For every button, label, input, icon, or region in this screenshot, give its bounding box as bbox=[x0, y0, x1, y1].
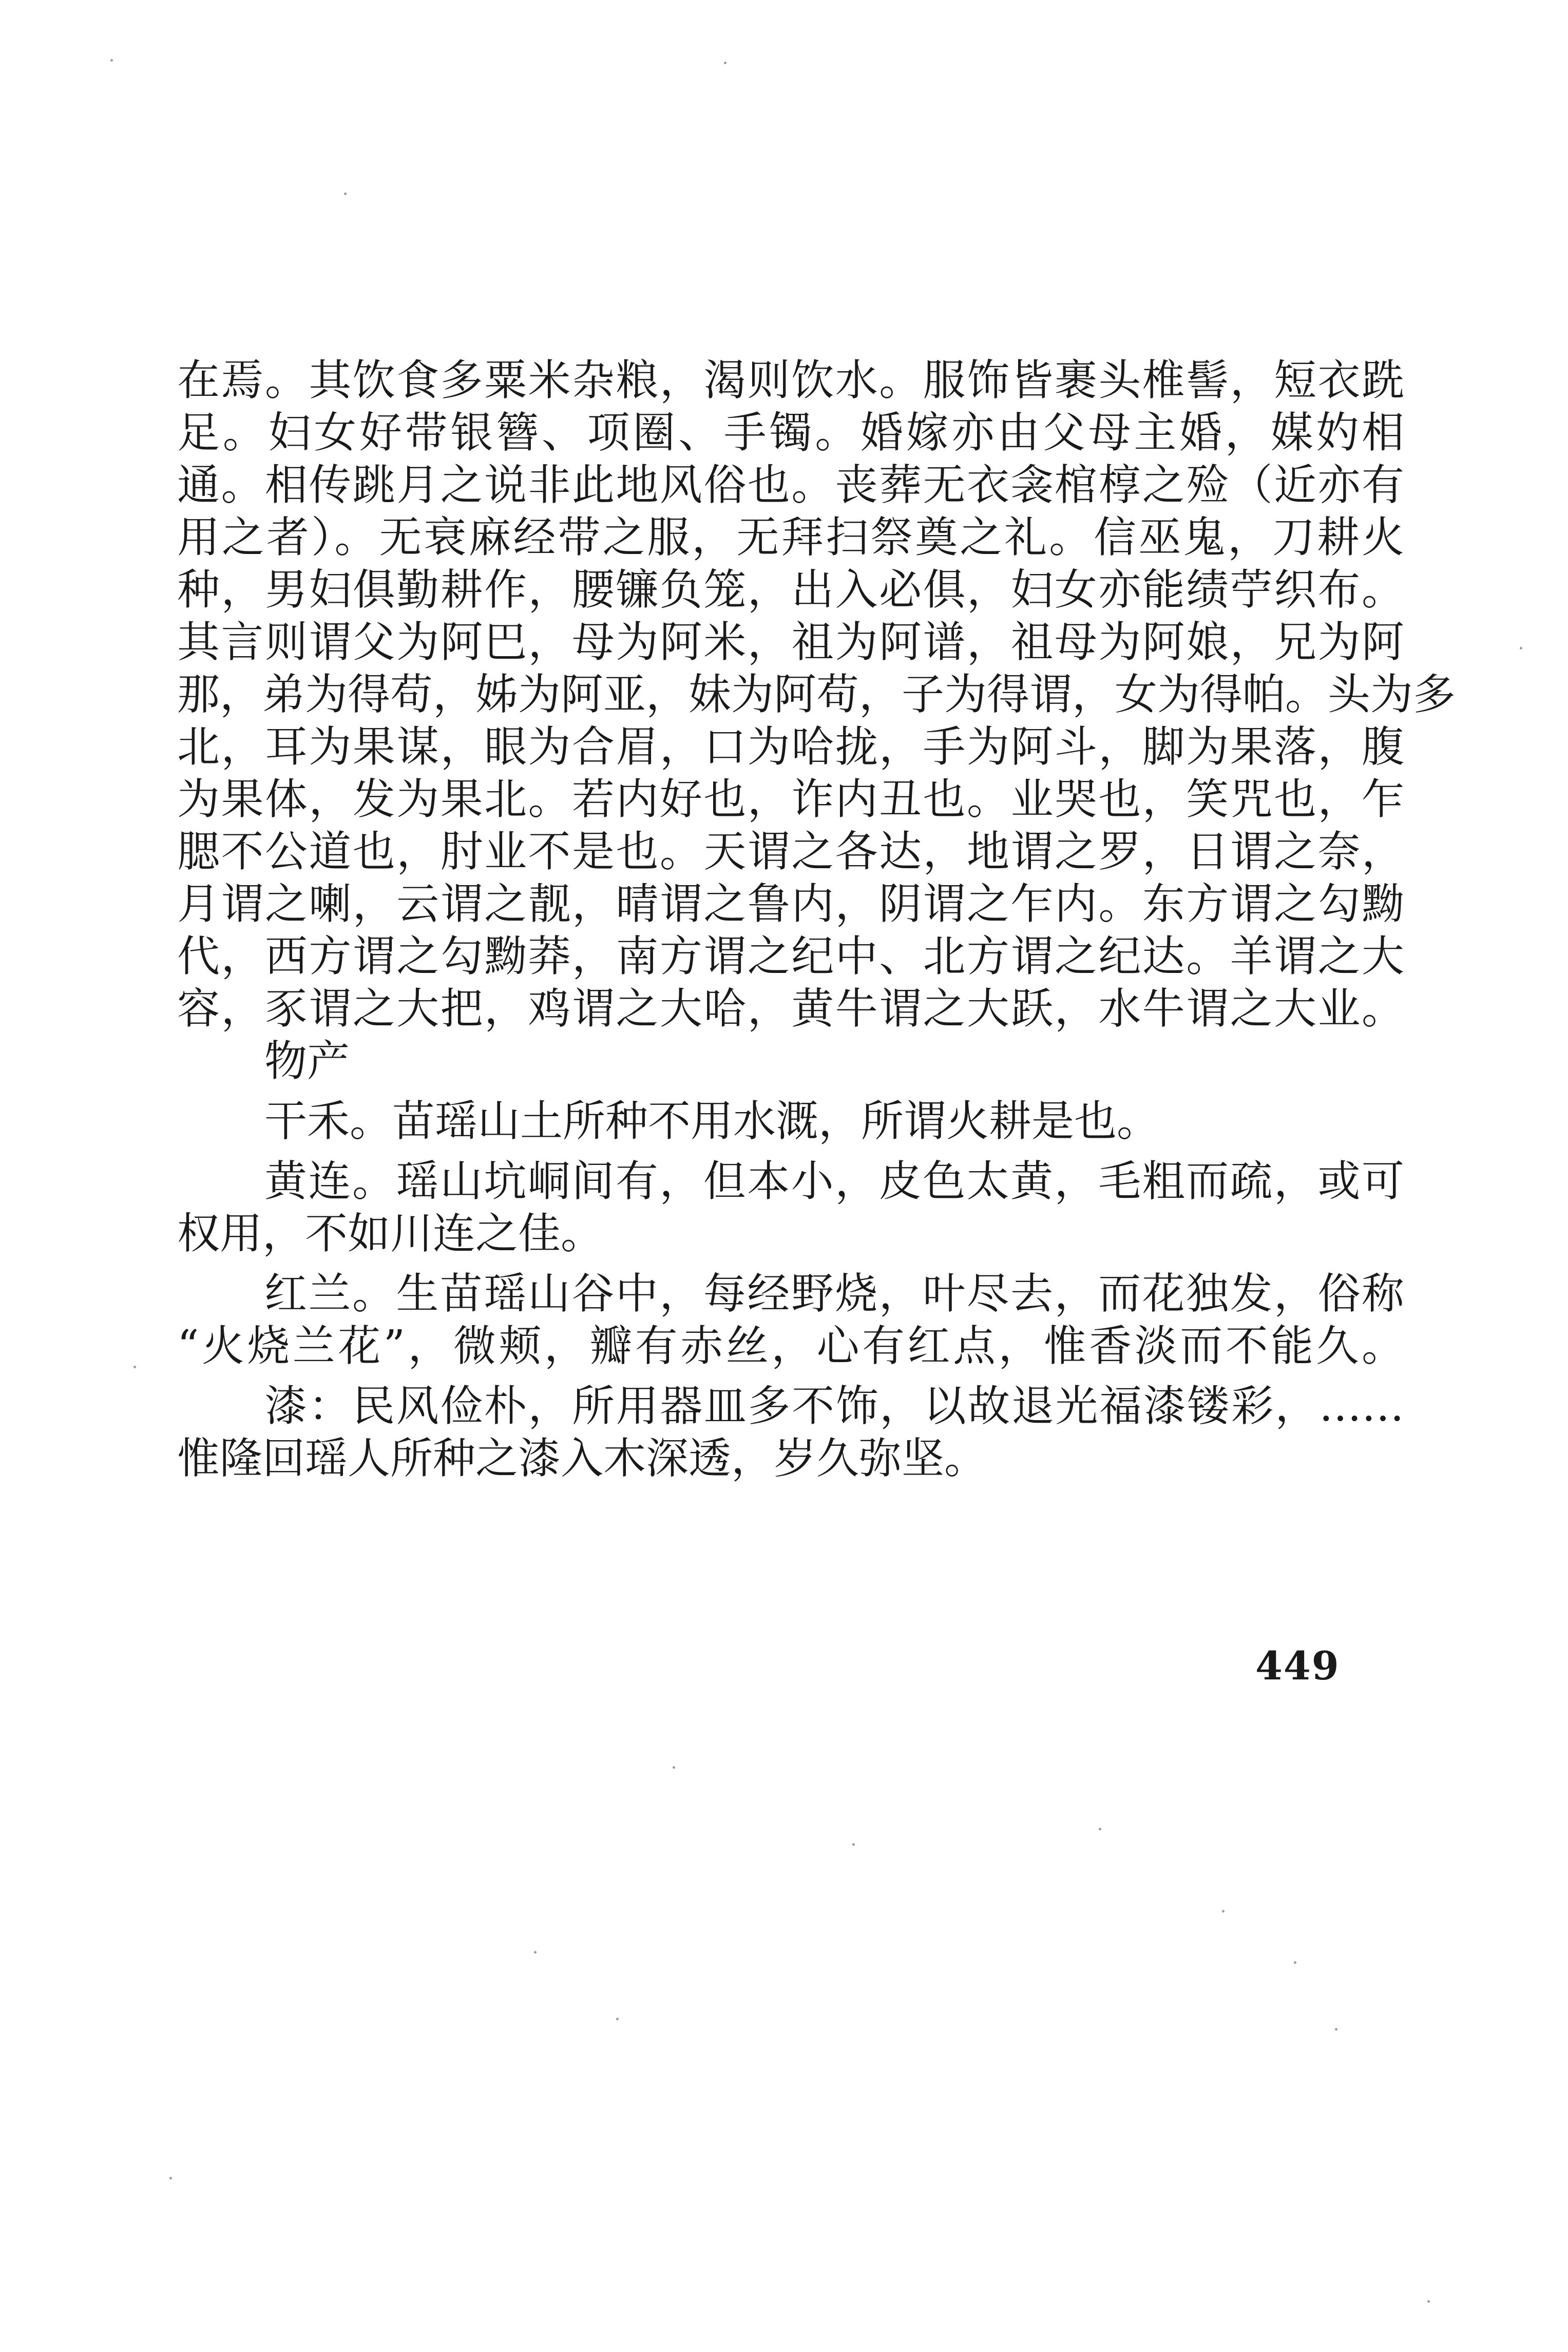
text-line: 种，男妇俱勤耕作，腰镰负笼，出入必俱，妇女亦能绩苧织布。 bbox=[177, 565, 1404, 615]
product-entry-line: 黄连。瑶山坑峒间有，但本小，皮色太黄，毛粗而疏，或可 bbox=[264, 1156, 1404, 1206]
text-line: 为果体，发为果北。若内好也，诈内丑也。业哭也，笑咒也，乍 bbox=[177, 774, 1404, 824]
text-line: 北，耳为果谋，眼为合眉，口为哈拢，手为阿斗，脚为果落，腹 bbox=[177, 722, 1404, 772]
text-line: 月谓之喇，云谓之靓，晴谓之鲁内，阴谓之乍内。东方谓之勾黝 bbox=[177, 879, 1404, 929]
product-entry-line: 惟隆回瑶人所种之漆入木深透，岁久弥坚。 bbox=[177, 1433, 987, 1483]
text-line: 容，豕谓之大把，鸡谓之大哈，黄牛谓之大跃，水牛谓之大业。 bbox=[177, 984, 1404, 1034]
product-entry-line: 干禾。苗瑶山土所种不用水溉，所谓火耕是也。 bbox=[264, 1096, 1159, 1146]
text-line: 通。相传跳月之说非此地风俗也。丧葬无衣衾棺椁之殓（近亦有 bbox=[177, 460, 1404, 510]
text-line: 在焉。其饮食多粟米杂粮，渴则饮水。服饰皆裹头椎髻，短衣跣 bbox=[177, 355, 1404, 405]
product-entry-line: 权用，不如川连之佳。 bbox=[177, 1209, 603, 1258]
text-line: 用之者）。无衰麻经带之服，无拜扫祭奠之礼。信巫鬼，刀耕火 bbox=[177, 512, 1404, 562]
text-line: 其言则谓父为阿巴，母为阿米，祖为阿谱，祖母为阿娘，兄为阿 bbox=[177, 617, 1404, 667]
text-line: 足。妇女好带银簪、项圈、手镯。婚嫁亦由父母主婚，媒妁相 bbox=[177, 408, 1404, 457]
page-number: 449 bbox=[1255, 1643, 1340, 1689]
body-text bbox=[177, 354, 1456, 1485]
section-heading: 物产 bbox=[264, 1036, 350, 1086]
product-entry-line: “火烧兰花”，微颊，瓣有赤丝，心有红点，惟香淡而不能久。 bbox=[177, 1321, 1404, 1371]
product-entry-line: 红兰。生苗瑶山谷中，每经野烧，叶尽去，而花独发，俗称 bbox=[264, 1269, 1404, 1318]
text-line: 那，弟为得苟，姊为阿亚，妹为阿苟，子为得谓，女为得帕。头为多 bbox=[177, 670, 1456, 719]
text-line: 腮不公道也，肘业不是也。天谓之各达，地谓之罗，日谓之奈， bbox=[177, 827, 1404, 876]
product-entry-line: 漆：民风俭朴，所用器皿多不饰，以故退光福漆镂彩，…… bbox=[264, 1381, 1404, 1431]
text-line: 代，西方谓之勾黝莽，南方谓之纪中、北方谓之纪达。羊谓之大 bbox=[177, 931, 1404, 981]
